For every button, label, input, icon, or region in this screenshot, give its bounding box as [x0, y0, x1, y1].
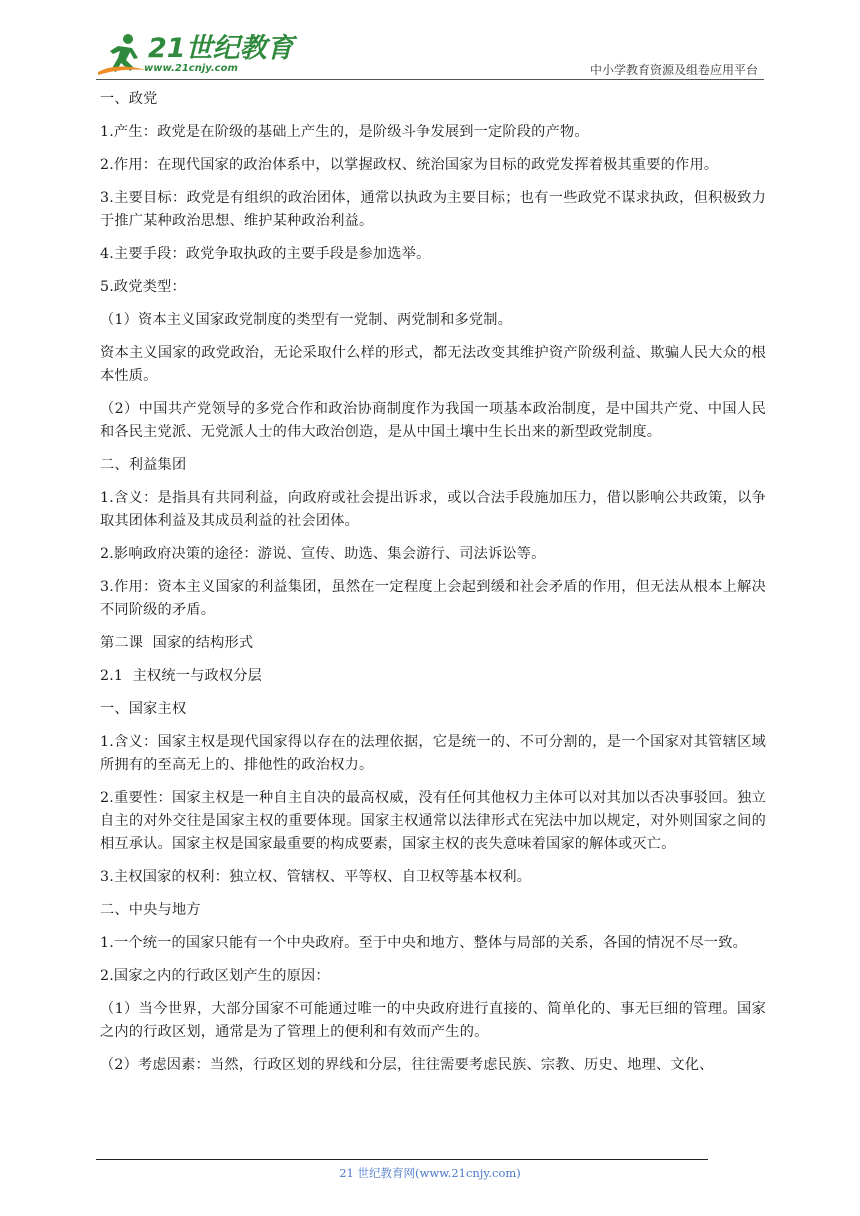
chapter-heading: 第二课 国家的结构形式	[100, 635, 254, 651]
paragraph: 2.重要性：国家主权是一种自主自决的最高权威，没有任何其他权力主体可以对其加以否决事驳回。独立自主的对外交往是国家主权的重要体现。国家主权通常以法律形式在宪法中加以规定，对外则国家之间的相互承认。国家主权是国家最重要的构成要素，国家主权的丧失意味着国家的解体或灭亡。	[100, 790, 766, 852]
logo-url: www.21cnjy.com	[144, 63, 238, 74]
paragraph: 1.含义：国家主权是现代国家得以存在的法理依据，它是统一的、不可分割的，是一个国家对其管辖区域所拥有的至高无上的、排他性的政治权力。	[100, 734, 766, 773]
paragraph: 1.含义：是指具有共同利益，向政府或社会提出诉求，或以合法手段施加压力，借以影响公共政策，以争取其团体利益及其成员利益的社会团体。	[100, 490, 766, 529]
paragraph: （2）中国共产党领导的多党合作和政治协商制度作为我国一项基本政治制度，是中国共产党、中国人民和各民主党派、无党派人士的伟大政治创造，是从中国土壤中生长出来的新型政党制度。	[100, 401, 766, 440]
paragraph: 2.影响政府决策的途径：游说、宣传、助选、集会游行、司法诉讼等。	[100, 546, 546, 562]
section-heading: 二、利益集团	[100, 457, 187, 473]
paragraph: 3.主权国家的权利：独立权、管辖权、平等权、自卫权等基本权利。	[100, 869, 532, 885]
paragraph: 4.主要手段：政党争取执政的主要手段是参加选举。	[100, 246, 431, 262]
paragraph: 1.产生：政党是在阶级的基础上产生的，是阶级斗争发展到一定阶段的产物。	[100, 124, 589, 140]
subsection-heading: 2.1 主权统一与政权分层	[100, 668, 263, 684]
runner-logo-icon	[96, 32, 148, 76]
header-platform-name: 中小学教育资源及组卷应用平台	[589, 63, 758, 77]
paragraph: 资本主义国家的政党政治，无论采取什么样的形式，都无法改变其维护资产阶级利益、欺骗人民大众的根本性质。	[100, 345, 766, 384]
paragraph: （1）当今世界，大部分国家不可能通过唯一的中央政府进行直接的、简单化的、事无巨细的管理。国家之内的行政区划，通常是为了管理上的便利和有效而产生的。	[100, 1001, 766, 1040]
paragraph: （1）资本主义国家政党制度的类型有一党制、两党制和多党制。	[100, 312, 513, 328]
section-heading: 一、政党	[100, 91, 158, 107]
footer-divider	[96, 1159, 708, 1160]
paragraph: 5.政党类型：	[100, 279, 186, 295]
paragraph: 3.主要目标：政党是有组织的政治团体，通常以执政为主要目标；也有一些政党不谋求执政，但积极致力于推广某种政治思想、维护某种政治利益。	[100, 190, 766, 229]
footer-link[interactable]: 21 世纪教育网(www.21cnjy.com)	[339, 1166, 521, 1180]
paragraph: 1.一个统一的国家只能有一个中央政府。至于中央和地方、整体与局部的关系，各国的情况不尽一致。	[100, 935, 747, 951]
header-divider	[96, 79, 764, 80]
document-body	[100, 88, 766, 1077]
page-header	[96, 30, 764, 80]
paragraph: 3.作用：资本主义国家的利益集团，虽然在一定程度上会起到缓和社会矛盾的作用，但无法从根本上解决不同阶级的矛盾。	[100, 579, 766, 618]
logo	[96, 30, 294, 78]
paragraph: 2.国家之内的行政区划产生的原因：	[100, 968, 330, 984]
section-heading: 一、国家主权	[100, 701, 187, 717]
paragraph: （2）考虑因素：当然，行政区划的界线和分层，往往需要考虑民族、宗教、历史、地理、文化、	[100, 1057, 714, 1073]
section-heading: 二、中央与地方	[100, 902, 201, 918]
paragraph: 2.作用：在现代国家的政治体系中，以掌握政权、统治国家为目标的政党发挥着极其重要的作用。	[100, 157, 719, 173]
logo-wordmark: 21世纪教育	[148, 33, 294, 64]
